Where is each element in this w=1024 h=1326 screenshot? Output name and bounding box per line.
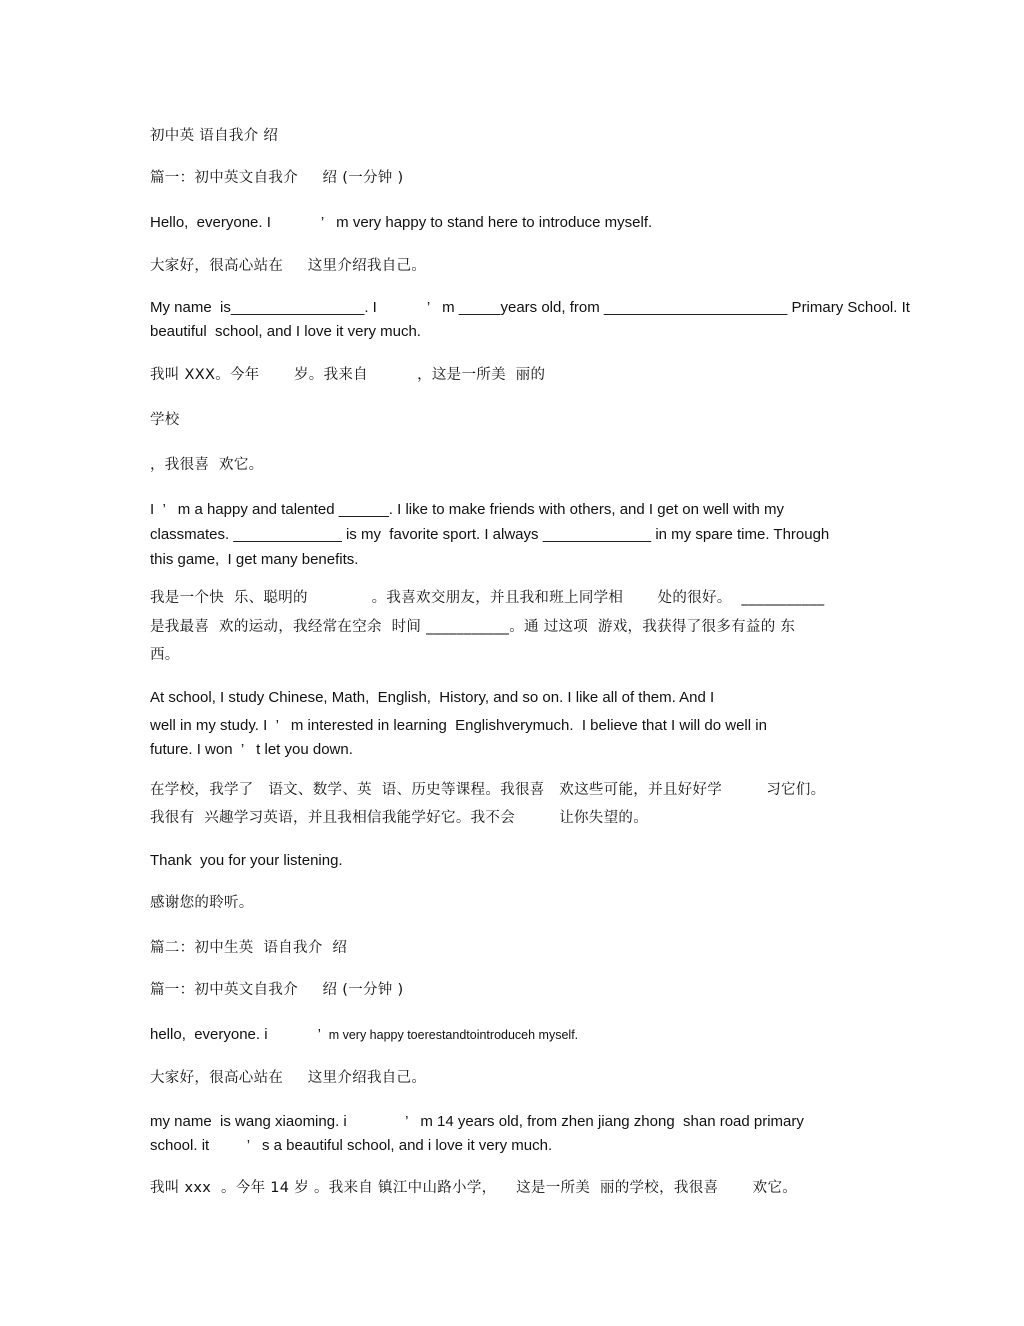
section1-p4-en-line3: future. I won ’ t let you down. — [150, 741, 353, 758]
section1-p3-en-line2: classmates. _____________ is my favorite sport. I always _____________ in my spare time. Through — [150, 526, 830, 543]
section1-p4-en-line2: well in my study. I ’ m interested in learning Englishverymuch. I believe that I will do well in — [150, 717, 767, 734]
section2-subheading: 篇一：初中英文自我介 绍 (一分钟 ) — [150, 982, 404, 998]
section1-p3-cn-line2: 是我最喜 欢的运动，我经常在空余 时间 ___________。通 过这项 游戏，我获得了很多有益的 东 — [150, 619, 796, 635]
section1-p3-en-line3: this game, I get many benefits. — [150, 551, 359, 568]
section2-p1-en-part-b: m very happy toerestandtointroduceh myself. — [328, 1028, 579, 1042]
section1-p2-cn-line2: 学校 — [150, 412, 180, 428]
section1-p1-cn: 大家好，很高心站在 这里介绍我自己。 — [150, 258, 427, 274]
section1-p1-en: Hello, everyone. I ’ m very happy to stand here to introduce myself. — [150, 214, 653, 231]
section1-p3-en-line1: I ’ m a happy and talented ______. I like to make friends with others, and I get on well with my — [150, 501, 784, 518]
section1-p3-cn-line1: 我是一个快 乐、聪明的 。我喜欢交朋友，并且我和班上同学相 处的很好。 ___________ — [150, 590, 825, 606]
document-title: 初中英 语自我介 绍 — [150, 128, 279, 144]
section1-p2-en-line1: My name is________________. I ’ m _____years old, from ______________________ Primary School. It — [150, 299, 910, 316]
section1-p4-cn-line2: 我很有 兴趣学习英语，并且我相信我能学好它。我不会 让你失望的。 — [150, 810, 648, 826]
section2-p1-en — [150, 1025, 578, 1045]
section1-p5-cn: 感谢您的聆听。 — [150, 895, 254, 911]
section2-p1-cn: 大家好，很高心站在 这里介绍我自己。 — [150, 1070, 427, 1086]
section1-heading: 篇一：初中英文自我介 绍 (一分钟 ) — [150, 170, 404, 186]
section1-p4-en-line1: At school, I study Chinese, Math, English, History, and so on. I like all of them. And I — [150, 689, 715, 706]
section1-p2-en-line2: beautiful school, and I love it very much. — [150, 323, 421, 340]
section2-p2-en-line2: school. it ’ s a beautiful school, and i love it very much. — [150, 1137, 553, 1154]
section1-p5-en: Thank you for your listening. — [150, 852, 343, 869]
section1-p2-cn-line1: 我叫 XXX。今年 岁。我来自 ，这是一所美 丽的 — [150, 367, 546, 383]
section1-p4-cn-line1: 在学校，我学了 语文、数学、英 语、历史等课程。我很喜 欢这些可能，并且好好学 习它们。 — [150, 782, 826, 798]
section2-p1-en-part-a: hello, everyone. i ’ — [150, 1026, 329, 1043]
section2-heading: 篇二：初中生英 语自我介 绍 — [150, 940, 348, 956]
section1-p3-cn-line3: 西。 — [150, 647, 180, 663]
section1-p2-cn-line3: ，我很喜 欢它。 — [150, 457, 264, 473]
section2-p2-en-line1: my name is wang xiaoming. i ’ m 14 years old, from zhen jiang zhong shan road primary — [150, 1113, 804, 1130]
section2-p2-cn: 我叫 xxx 。今年 14 岁 。我来自 镇江中山路小学， 这是一所美 丽的学校，我很喜 欢它。 — [150, 1180, 798, 1196]
